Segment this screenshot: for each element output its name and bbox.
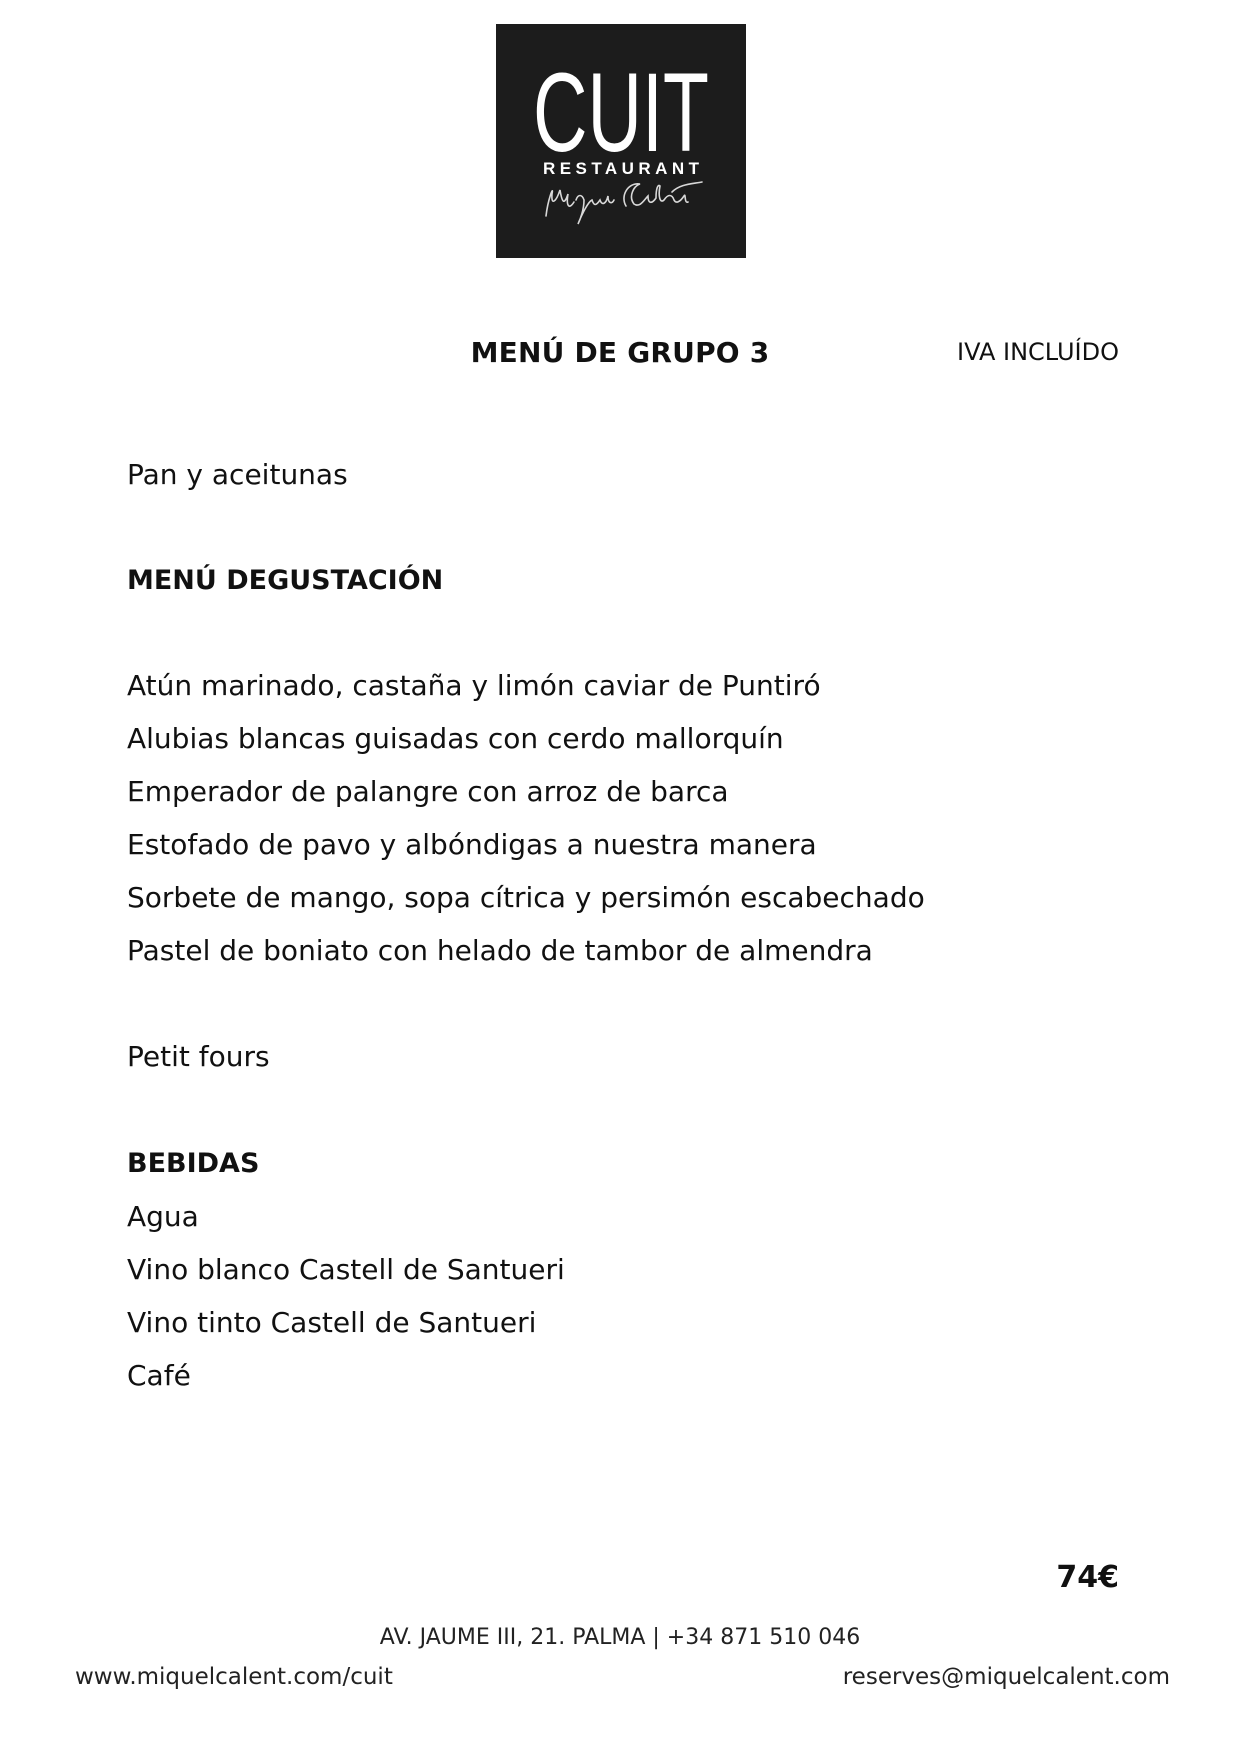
logo-brand-text: CUIT xyxy=(533,50,709,175)
tasting-menu-heading: MENÚ DEGUSTACIÓN xyxy=(127,565,444,596)
tax-note: IVA INCLUÍDO xyxy=(957,338,1119,366)
dish-item: Pastel de boniato con helado de tambor de almendra xyxy=(127,934,873,967)
restaurant-logo xyxy=(496,24,746,258)
logo-graphic xyxy=(496,24,746,258)
drinks-heading: BEBIDAS xyxy=(127,1148,260,1179)
footer-email-link[interactable]: reserves@miquelcalent.com xyxy=(842,1664,1170,1690)
drink-item: Vino tinto Castell de Santueri xyxy=(127,1306,537,1339)
dish-item: Sorbete de mango, sopa cítrica y persimón escabechado xyxy=(127,881,925,914)
petit-fours-item: Petit fours xyxy=(127,1040,270,1073)
drink-item: Café xyxy=(127,1359,191,1392)
logo-subtitle-text: RESTAURANT xyxy=(543,159,699,178)
menu-price: 74€ xyxy=(1056,1560,1119,1595)
menu-title: MENÚ DE GRUPO 3 xyxy=(470,336,770,369)
footer-website-link[interactable]: www.miquelcalent.com/cuit xyxy=(75,1664,393,1690)
drink-item: Vino blanco Castell de Santueri xyxy=(127,1253,565,1286)
footer-address: AV. JAUME III, 21. PALMA | +34 871 510 046 xyxy=(379,1625,861,1650)
starter-item: Pan y aceitunas xyxy=(127,458,348,491)
drink-item: Agua xyxy=(127,1200,199,1233)
dish-item: Emperador de palangre con arroz de barca xyxy=(127,775,729,808)
dish-item: Estofado de pavo y albóndigas a nuestra manera xyxy=(127,828,817,861)
dish-item: Atún marinado, castaña y limón caviar de Puntiró xyxy=(127,669,821,702)
dish-item: Alubias blancas guisadas con cerdo mallorquín xyxy=(127,722,784,755)
